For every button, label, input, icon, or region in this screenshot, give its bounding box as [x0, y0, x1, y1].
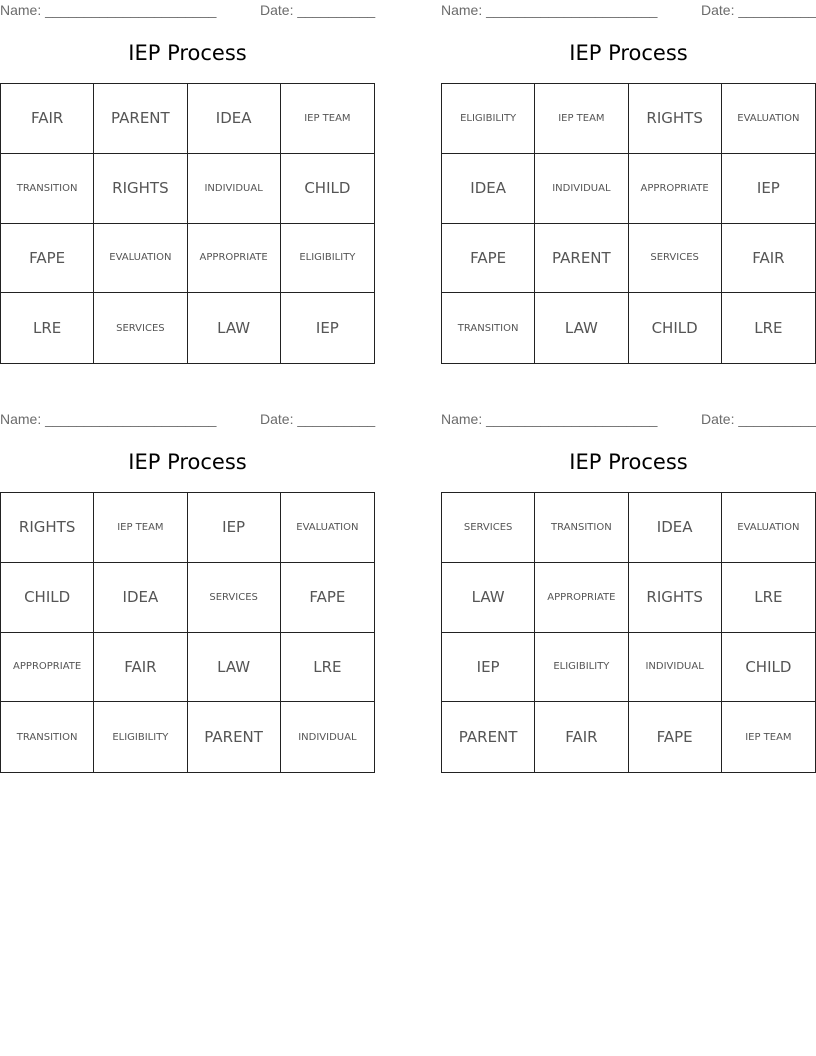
bingo-cell: LAW	[442, 563, 535, 633]
bingo-cell: EVALUATION	[94, 224, 187, 294]
bingo-cell: IEP TEAM	[281, 84, 374, 154]
bingo-cell: IEP TEAM	[745, 731, 792, 743]
bingo-cell: LAW	[535, 293, 628, 363]
bingo-cell: EVALUATION	[281, 493, 374, 563]
date-field-label: Date: __________	[701, 411, 816, 427]
card-title: IEP Process	[569, 450, 688, 474]
bingo-cell: RIGHTS	[629, 563, 722, 633]
bingo-cell: TRANSITION	[1, 154, 94, 224]
bingo-cell: CHILD	[1, 563, 94, 633]
bingo-card-4	[441, 409, 816, 789]
bingo-cell: IDEA	[442, 154, 535, 224]
bingo-cell: IEP	[442, 633, 535, 703]
bingo-cell: RIGHTS	[94, 154, 187, 224]
bingo-card-3	[0, 409, 375, 789]
bingo-cell: LRE	[754, 319, 783, 338]
bingo-cell: FAIR	[1, 84, 94, 154]
bingo-cell: ELIGIBILITY	[94, 702, 187, 772]
bingo-cell: IDEA	[629, 493, 722, 563]
bingo-cell: SERVICES	[94, 293, 187, 363]
bingo-cell: PARENT	[442, 702, 535, 772]
bingo-cell: APPROPRIATE	[629, 154, 722, 224]
date-field-label: Date: __________	[701, 2, 816, 18]
bingo-card-2	[441, 0, 816, 380]
card-title: IEP Process	[128, 450, 247, 474]
bingo-cell: IEP TEAM	[94, 493, 187, 563]
bingo-cell: LRE	[722, 563, 815, 633]
bingo-card-1	[0, 0, 375, 380]
bingo-cell: LAW	[188, 633, 281, 703]
bingo-cell: INDIVIDUAL	[298, 731, 357, 743]
bingo-cell: FAIR	[722, 224, 815, 294]
bingo-cell: RIGHTS	[629, 84, 722, 154]
bingo-cell: LRE	[1, 293, 94, 363]
name-field-label: Name: ______________________	[441, 411, 658, 427]
bingo-cell: SERVICES	[188, 563, 281, 633]
bingo-cell: LAW	[188, 293, 281, 363]
bingo-cell: PARENT	[188, 702, 281, 772]
bingo-cell: IDEA	[94, 563, 187, 633]
date-field-label: Date: __________	[260, 2, 376, 18]
bingo-cell: FAIR	[94, 633, 187, 703]
bingo-cell: TRANSITION	[535, 493, 628, 563]
bingo-cell: ELIGIBILITY	[535, 633, 628, 703]
bingo-cell: SERVICES	[442, 493, 535, 563]
bingo-cell: FAPE	[442, 224, 535, 294]
bingo-cell: LRE	[281, 633, 374, 703]
bingo-cell: FAPE	[1, 224, 94, 294]
bingo-grid	[0, 492, 375, 773]
date-field-label: Date: __________	[260, 411, 376, 427]
bingo-cell: INDIVIDUAL	[188, 154, 281, 224]
bingo-cell: IEP TEAM	[535, 84, 628, 154]
bingo-grid	[0, 83, 375, 364]
bingo-cell: EVALUATION	[722, 84, 815, 154]
bingo-cell: FAPE	[281, 563, 374, 633]
bingo-grid	[441, 83, 816, 364]
bingo-cell: PARENT	[94, 84, 187, 154]
card-title: IEP Process	[569, 41, 688, 65]
bingo-cell: PARENT	[535, 224, 628, 294]
bingo-cell: SERVICES	[629, 224, 722, 294]
bingo-cell: ELIGIBILITY	[442, 84, 535, 154]
card-title: IEP Process	[128, 41, 247, 65]
bingo-cell: CHILD	[281, 154, 374, 224]
bingo-cell: TRANSITION	[1, 702, 94, 772]
bingo-cell: ELIGIBILITY	[281, 224, 374, 294]
name-field-label: Name: ______________________	[0, 2, 217, 18]
bingo-cell: TRANSITION	[442, 293, 535, 363]
name-field-label: Name: ______________________	[0, 411, 217, 427]
bingo-grid	[441, 492, 816, 773]
bingo-cell: INDIVIDUAL	[629, 633, 722, 703]
bingo-cell: CHILD	[722, 633, 815, 703]
bingo-cell: IDEA	[188, 84, 281, 154]
bingo-cell: RIGHTS	[1, 493, 94, 563]
bingo-cell: IEP	[722, 154, 815, 224]
bingo-cell: APPROPRIATE	[1, 633, 94, 703]
bingo-cell: FAPE	[629, 702, 722, 772]
name-field-label: Name: ______________________	[441, 2, 658, 18]
bingo-cell: CHILD	[629, 293, 722, 363]
bingo-cell: IEP	[188, 493, 281, 563]
bingo-cell: IEP	[315, 319, 339, 338]
bingo-cell: INDIVIDUAL	[535, 154, 628, 224]
bingo-cell: EVALUATION	[722, 493, 815, 563]
bingo-cell: APPROPRIATE	[188, 224, 281, 294]
bingo-cell: FAIR	[535, 702, 628, 772]
bingo-cell: APPROPRIATE	[535, 563, 628, 633]
